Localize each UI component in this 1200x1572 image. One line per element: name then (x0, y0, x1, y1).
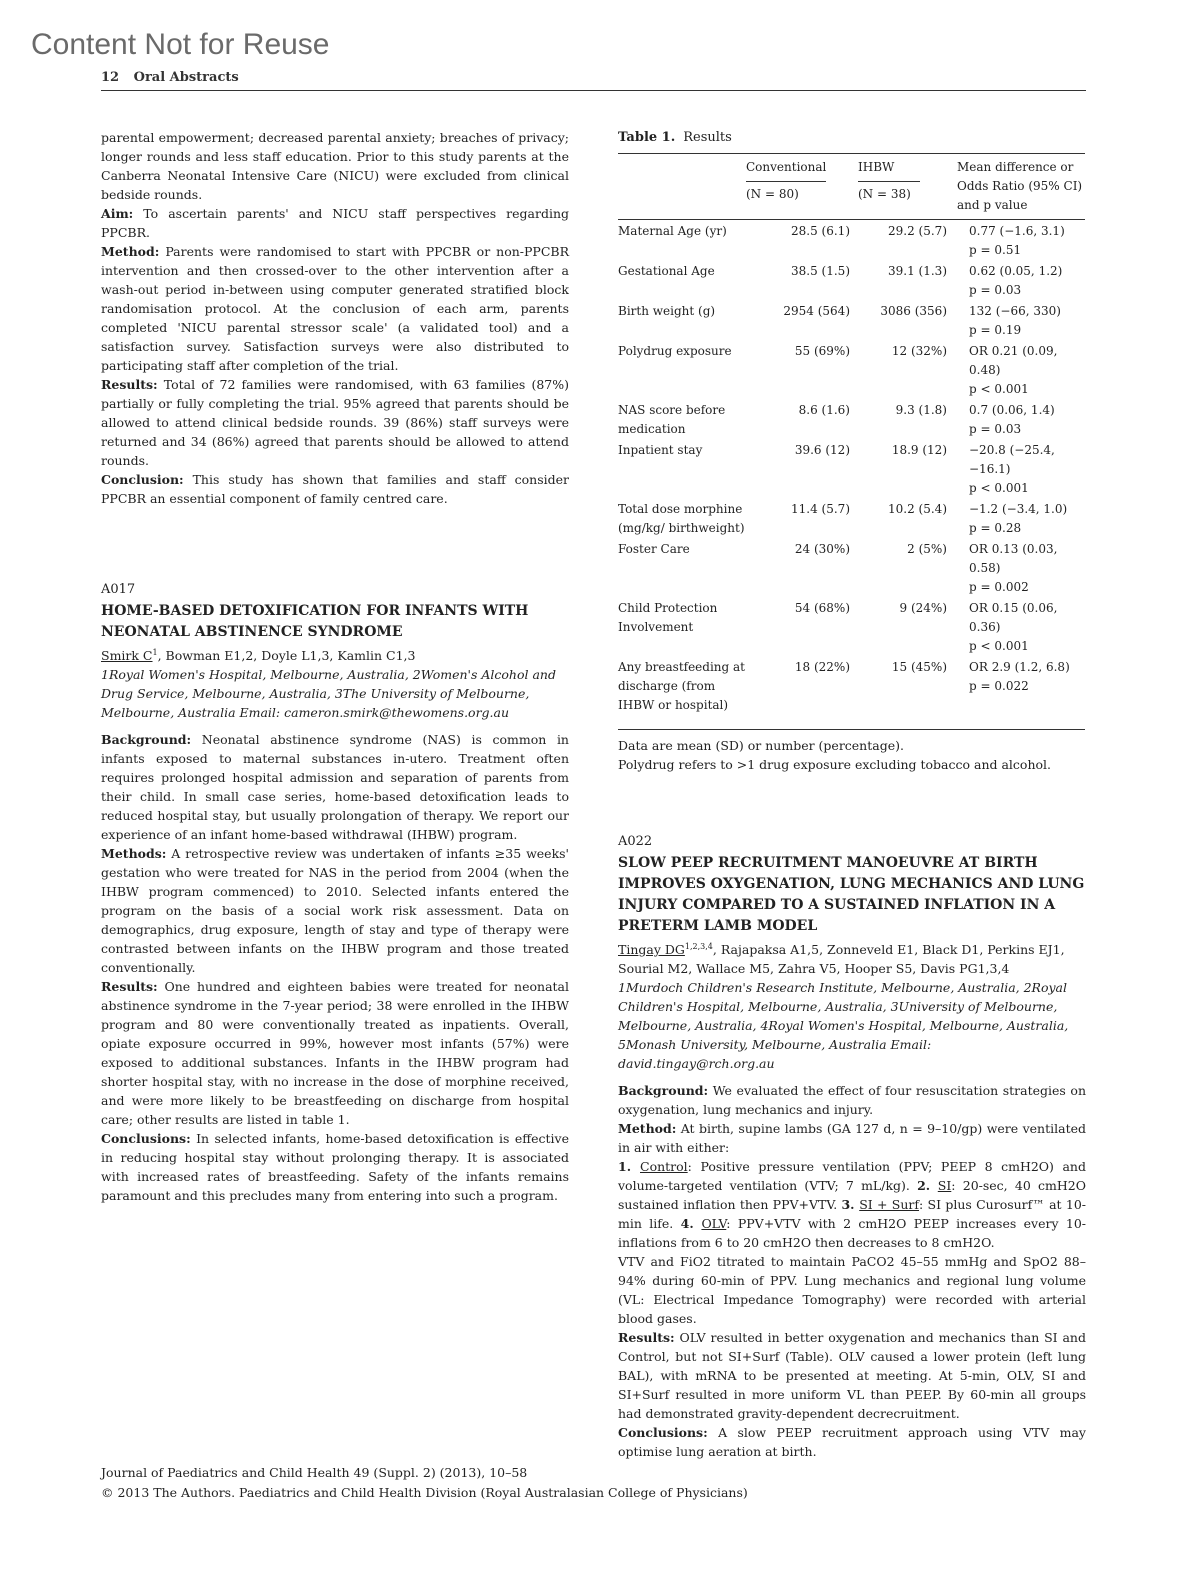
header-rule (101, 90, 1086, 91)
p-value: p = 0.28 (969, 521, 1022, 535)
method-label: Method: (101, 244, 160, 259)
table-row (618, 399, 1085, 439)
conclusions-label: Conclusions: (101, 1131, 191, 1147)
cell-difference (947, 597, 1085, 656)
effect-estimate: OR 0.15 (0.06, 0.36) (969, 601, 1058, 634)
cell-variable: Total dose morphine (mg/kg/ birthweight) (618, 502, 745, 535)
col-conventional-n: (N = 80) (746, 187, 799, 201)
col-ihbw-n: (N = 38) (858, 187, 911, 201)
cell-conventional: 2954 (564) (783, 304, 850, 318)
effect-estimate: 0.7 (0.06, 1.4) (969, 403, 1055, 417)
background-text: Neonatal abstinence syndrome (NAS) is common in infants exposed to maternal substances in-utero. Treatment often requires prolonged hospital admission and separation of parents from their child. In small case series, home-based detoxification leads to reduced hospital stay, but usually prolongation of therapy. We report our experience of an infant home-based withdrawal (IHBW) program. (101, 732, 569, 843)
p-value: p = 0.03 (969, 422, 1022, 436)
arm-olv-label: OLV (701, 1216, 727, 1232)
method-text: At birth, supine lambs (GA 127 d, n = 9–10/gp) were ventilated in air with either: (618, 1121, 1086, 1156)
table-title: Results (683, 130, 732, 145)
copyright-line: © 2013 The Authors. Paediatrics and Child Health Division (Royal Australasian College of Physicians) (101, 1485, 748, 1500)
cell-ihbw: 3086 (356) (880, 304, 947, 318)
cell-conventional: 18 (22%) (794, 660, 850, 674)
cell-variable: Polydrug exposure (618, 344, 732, 358)
author-list (101, 643, 569, 665)
other-authors: , Rajapaksa A1,5, Zonneveld E1, Black D1, Perkins EJ1, Sourial M2, Wallace M5, Zahra V5, Hooper S5, Davis PG1,3,4 (618, 942, 1065, 977)
results-text: OLV resulted in better oxygenation and mechanics than SI and Control, but not SI+Surf (Table). OLV caused a lower protein (left lung BAL), with mRNA to be presented at meeting. At 5-min, OLV, SI and SI+Surf resulted in more uniform VL than PEEP. By 60-min all groups had demonstrated gravity-dependent decrecruitment. (618, 1330, 1086, 1422)
methods-paragraph (101, 844, 569, 977)
col-header-ihbw (850, 154, 947, 220)
conclusion-text: This study has shown that families and staff consider PPCBR an essential component of family centred care. (101, 472, 569, 506)
arm-control-text: : Positive pressure ventilation (PPV; PEEP 8 cmH2O) and volume-targeted ventilation (VTV; 7 mL/kg). (618, 1159, 1086, 1194)
methods-text: A retrospective review was undertaken of infants ≥35 weeks' gestation who were treated for NAS in the period from 2004 (when the IHBW program commenced) to 2010. Selected infants entered the program on the basis of a social work risk assessment. Data on demographics, drug exposure, length of stay and type of therapy were contrasted between infants on the IHBW program and those treated conventionally. (101, 846, 569, 976)
cell-conventional: 38.5 (1.5) (791, 264, 850, 278)
aim-paragraph (101, 204, 569, 242)
arm-si-surf-text: : SI plus Curosurf™ at 10-min life. (618, 1197, 1086, 1232)
col-header-variable (618, 154, 746, 220)
p-value: p < 0.001 (969, 639, 1029, 653)
left-column (101, 128, 569, 1205)
cell-variable: Maternal Age (yr) (618, 224, 727, 238)
cell-variable: Child Protection Involvement (618, 601, 718, 634)
p-value: p < 0.001 (969, 481, 1029, 495)
results-paragraph (618, 1328, 1086, 1423)
table-note-2: Polydrug refers to >1 drug exposure excluding tobacco and alcohol. (618, 757, 1051, 772)
aim-text: To ascertain parents' and NICU staff perspectives regarding PPCBR. (101, 206, 569, 240)
results-paragraph (101, 977, 569, 1129)
first-author-affil: 1,2,3,4 (684, 942, 713, 951)
cell-conventional: 8.6 (1.6) (798, 403, 850, 417)
cell-ihbw: 18.9 (12) (891, 443, 947, 457)
effect-estimate: OR 0.13 (0.03, 0.58) (969, 542, 1058, 575)
method-label: Method: (618, 1121, 677, 1137)
results-label: Results: (101, 377, 158, 392)
method-paragraph (618, 1119, 1086, 1157)
cell-ihbw: 2 (5%) (907, 542, 947, 556)
conclusions-label: Conclusions: (618, 1425, 708, 1441)
cell-difference (947, 399, 1085, 439)
study-arms-paragraph: 1. Control: Positive pressure ventilation (PPV; PEEP 8 cmH2O) and volume-targeted ventilation (VTV; 7 mL/kg). 2. SI: 20-sec, 40 cmH2O sustained inflation then PPV+VTV. 3. SI + Surf: SI plus Curosurf™ at 10-min life. 4. OLV: PPV+VTV with 2 cmH2O PEEP increases every 10-inflations from 6 to 20 cmH2O then decreases to 8 cmH2O. (618, 1159, 1087, 1251)
other-authors: , Bowman E1,2, Doyle L1,3, Kamlin C1,3 (157, 648, 416, 664)
cell-ihbw: 10.2 (5.4) (888, 502, 947, 516)
table-end-rule (618, 729, 1085, 730)
col-conventional-label: Conventional (746, 158, 826, 182)
table-row (618, 220, 1085, 261)
table-row (618, 300, 1085, 340)
cell-conventional: 39.6 (12) (794, 443, 850, 457)
background-label: Background: (101, 732, 192, 748)
table-row (618, 439, 1085, 498)
cell-ihbw: 9.3 (1.8) (895, 403, 947, 417)
conclusions-paragraph (618, 1423, 1086, 1461)
cell-ihbw: 15 (45%) (891, 660, 947, 674)
cell-difference (947, 538, 1085, 597)
p-value: p = 0.51 (969, 243, 1022, 257)
col-ihbw-label: IHBW (858, 158, 920, 182)
cell-conventional: 24 (30%) (794, 542, 850, 556)
first-author-affil: 1 (152, 648, 158, 657)
effect-estimate: 0.77 (−1.6, 3.1) (969, 224, 1065, 238)
results-paragraph (101, 375, 569, 470)
cell-difference (947, 439, 1085, 498)
effect-estimate: OR 0.21 (0.09, 0.48) (969, 344, 1058, 377)
p-value: p = 0.022 (969, 679, 1029, 693)
results-label: Results: (101, 979, 158, 995)
arm-si-surf-label: SI + Surf (859, 1197, 920, 1213)
background-text: We evaluated the effect of four resuscitation strategies on oxygenation, lung mechanics and injury. (618, 1083, 1086, 1118)
abstract-title: HOME-BASED DETOXIFICATION FOR INFANTS WITH NEONATAL ABSTINENCE SYNDROME (101, 603, 529, 640)
page-number: 12 (101, 70, 120, 85)
cell-conventional: 11.4 (5.7) (791, 502, 850, 516)
arm-control-label: Control (640, 1159, 688, 1175)
effect-estimate: −1.2 (−3.4, 1.0) (969, 502, 1068, 516)
effect-estimate: 132 (−66, 330) (969, 304, 1061, 318)
results-text: One hundred and eighteen babies were treated for neonatal abstinence syndrome in the 7-year period; 38 were enrolled in the IHBW program and 80 were conventionally treated as inpatients. Overall, opiate exposure occurred in 99%, however most infants (57%) were exposed to additional substances. Infants in the IHBW program had shorter hospital stay, with no increase in the dose of morphine received, and were more likely to be breastfeeding on discharge from hospital care; other results are listed in table 1. (101, 979, 569, 1128)
cell-difference (947, 498, 1085, 538)
method-paragraph (101, 242, 569, 375)
page-footer (101, 1463, 748, 1503)
method-text: Parents were randomised to start with PPCBR or non-PPCBR intervention and then crossed-over to the other intervention after a wash-out period in-between using computer generated stratified block randomisation protocol. At the conclusion of each arm, parents completed 'NICU parental stressor scale' (a validated tool) and a satisfaction survey. Satisfaction surveys were also distributed to participating staff after completion of the trial. (101, 244, 569, 373)
table-number: Table 1. (618, 130, 676, 145)
cell-ihbw: 29.2 (5.7) (888, 224, 947, 238)
conclusion-label: Conclusion: (101, 472, 184, 487)
method-continuation: VTV and FiO2 titrated to maintain PaCO2 45–55 mmHg and SpO2 88–94% during 60-min of PPV. Lung mechanics and regional lung volume (VL: Electrical Impedance Tomography) were recorded with arterial blood gases. (618, 1254, 1086, 1327)
intro-continuation: parental empowerment; decreased parental anxiety; breaches of privacy; longer rounds and less staff education. Prior to this study parents at the Canberra Neonatal Intensive Care (NICU) were excluded from clinical bedside rounds. (101, 130, 569, 202)
cell-conventional: 55 (69%) (794, 344, 850, 358)
abstract-id: A017 (101, 582, 136, 597)
cell-variable: NAS score before medication (618, 403, 726, 436)
table-row (618, 656, 1085, 715)
table-note-1: Data are mean (SD) or number (percentage). (618, 738, 904, 753)
conclusions-text: In selected infants, home-based detoxification is effective in reducing hospital stay without prolonging therapy. It is associated with increased rates of breastfeeding. Safety of the infants remains paramount and this precludes many from entering into such a program. (101, 1131, 569, 1204)
arm-olv-text: : PPV+VTV with 2 cmH2O PEEP increases every 10-inflations from 6 to 20 cmH2O then decreases to 8 cmH2O. (618, 1216, 1087, 1251)
author-list (618, 937, 1086, 978)
conclusions-text: A slow PEEP recruitment approach using VTV may optimise lung aeration at birth. (618, 1425, 1086, 1460)
watermark: Content Not for Reuse (31, 28, 330, 61)
results-label: Results: (618, 1330, 675, 1346)
table-row (618, 538, 1085, 597)
affiliations: 1Royal Women's Hospital, Melbourne, Australia, 2Women's Alcohol and Drug Service, Melbourne, Australia, 3The University of Melbourne, Melbourne, Australia Email: cameron.smirk@thewomens.org.au (101, 667, 556, 721)
cell-ihbw: 9 (24%) (899, 601, 947, 615)
first-author: Smirk C (101, 648, 153, 664)
cell-variable: Birth weight (g) (618, 304, 716, 318)
table-row (618, 498, 1085, 538)
cell-difference (947, 300, 1085, 340)
methods-label: Methods: (101, 846, 167, 862)
effect-estimate: −20.8 (−25.4, −16.1) (969, 443, 1055, 476)
abstract-title: SLOW PEEP RECRUITMENT MANOEUVRE AT BIRTH IMPROVES OXYGENATION, LUNG MECHANICS AND LUNG INJURY COMPARED TO A SUSTAINED INFLATION IN A PRETERM LAMB MODEL (618, 855, 1085, 934)
background-label: Background: (618, 1083, 709, 1099)
table-row (618, 597, 1085, 656)
cell-difference (947, 656, 1085, 715)
p-value: p = 0.03 (969, 283, 1022, 297)
first-author: Tingay DG (618, 942, 685, 958)
right-column (618, 128, 1086, 1461)
p-value: p = 0.19 (969, 323, 1022, 337)
table-row (618, 340, 1085, 399)
p-value: p < 0.001 (969, 382, 1029, 396)
cell-difference (947, 340, 1085, 399)
cell-ihbw: 39.1 (1.3) (888, 264, 947, 278)
abstract-id: A022 (618, 834, 653, 849)
cell-variable: Gestational Age (618, 264, 715, 278)
running-head (101, 70, 239, 85)
results-table (618, 153, 1085, 715)
background-paragraph (618, 1081, 1086, 1119)
conclusions-paragraph (101, 1129, 569, 1205)
conclusion-paragraph (101, 470, 569, 508)
aim-label: Aim: (101, 206, 134, 221)
cell-conventional: 54 (68%) (794, 601, 850, 615)
table-row (618, 260, 1085, 300)
cell-variable: Inpatient stay (618, 443, 703, 457)
cell-difference (947, 260, 1085, 300)
background-paragraph (101, 730, 569, 844)
section-title: Oral Abstracts (133, 70, 239, 85)
cell-variable: Foster Care (618, 542, 690, 556)
journal-citation: Journal of Paediatrics and Child Health 49 (Suppl. 2) (2013), 10–58 (101, 1465, 528, 1480)
p-value: p = 0.002 (969, 580, 1029, 594)
results-text: Total of 72 families were randomised, with 63 families (87%) partially or fully completing the trial. 95% agreed that parents should be allowed to attend clinical bedside rounds. 39 (86%) staff surveys were returned and 34 (86%) agreed that parents should be allowed to attend rounds. (101, 377, 569, 468)
table-caption (618, 128, 1086, 147)
cell-conventional: 28.5 (6.1) (791, 224, 850, 238)
effect-estimate: 0.62 (0.05, 1.2) (969, 264, 1063, 278)
effect-estimate: OR 2.9 (1.2, 6.8) (969, 660, 1070, 674)
col-header-difference: Mean difference or Odds Ratio (95% CI) and p value (947, 154, 1085, 220)
arm-si-text: : 20-sec, 40 cmH2O sustained inflation then PPV+VTV. (618, 1178, 1086, 1213)
cell-variable: Any breastfeeding at discharge (from IHBW or hospital) (618, 660, 746, 712)
cell-difference (947, 220, 1085, 261)
affiliations: 1Murdoch Children's Research Institute, Melbourne, Australia, 2Royal Children's Hospital, Melbourne, Australia, 3University of Melbourne, Melbourne, Australia, 4Royal Women's Hospital, Melbourne, Australia, 5Monash University, Melbourne, Australia Email: david.tingay@rch.org.au (618, 980, 1069, 1072)
cell-ihbw: 12 (32%) (891, 344, 947, 358)
arm-si-label: SI (937, 1178, 952, 1194)
col-header-conventional (746, 154, 850, 220)
